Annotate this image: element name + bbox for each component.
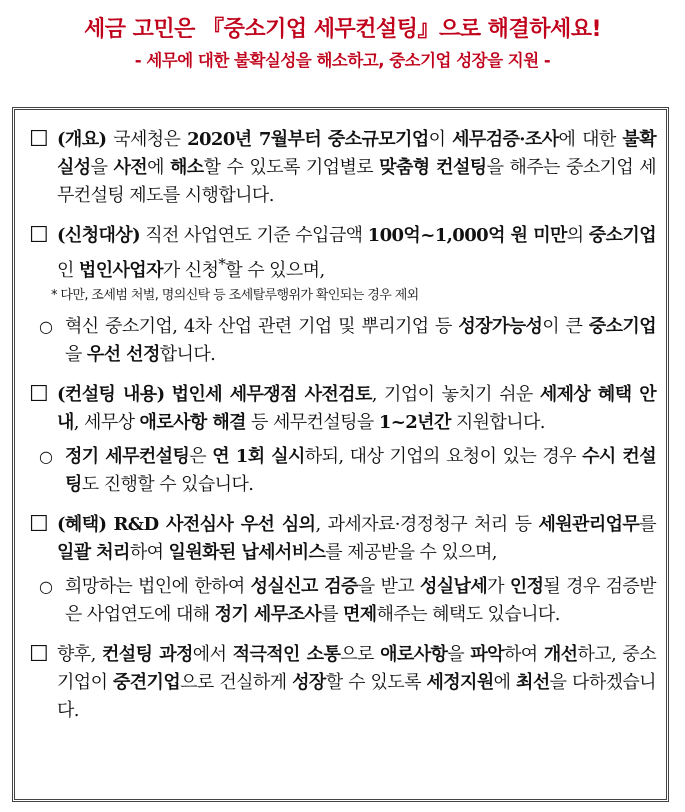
benefits-item — [29, 511, 656, 567]
circle-bullet-icon: ○ — [39, 577, 53, 596]
overview-item — [29, 126, 656, 210]
header — [0, 12, 685, 71]
page-title: 세금 고민은 『중소기업 세무컨설팅』으로 해결하세요! — [84, 17, 601, 42]
benefits-text: (혜택) R&D 사전심사 우선 심의, 과세자료·경정청구 처리 등 세원관리업무를 일괄 처리하여 일원화된 납세서비스를 제공받을 수 있으며, — [57, 514, 657, 563]
consulting-content-text: (컨설팅 내용) 법인세 세무쟁점 사전검토, 기업이 놓치기 쉬운 세제상 혜택 안내, 세무상 애로사항 해결 등 세무컨설팅을 1~2년간 지원합니다. — [57, 384, 656, 433]
closing-item — [29, 641, 656, 725]
content-box — [12, 107, 669, 802]
square-bullet-icon: ☐ — [29, 223, 49, 248]
square-bullet-icon: ☐ — [29, 512, 49, 537]
benefits-subitem-text: 희망하는 법인에 한하여 성실신고 검증을 받고 성실납세가 인정될 경우 검증받은 사업연도에 대해 정기 세무조사를 면제해주는 혜택도 있습니다. — [65, 576, 656, 625]
circle-bullet-icon: ○ — [39, 447, 53, 466]
eligibility-item — [29, 222, 656, 285]
overview-text: (개요) 국세청은 2020년 7월부터 중소규모기업이 세무검증·조사에 대한 불확실성을 사전에 해소할 수 있도록 기업별로 맞춤형 컨설팅을 해주는 중소기업 세무컨설팅 제도를 시행합니다. — [57, 129, 657, 206]
consulting-content-item — [29, 381, 656, 437]
square-bullet-icon: ☐ — [29, 127, 49, 152]
page-subtitle: - 세무에 대한 불확실성을 해소하고, 중소기업 성장을 지원 - — [134, 51, 551, 70]
closing-text: 향후, 컨설팅 과정에서 적극적인 소통으로 애로사항을 파악하여 개선하고, 중소기업이 중견기업으로 건실하게 성장할 수 있도록 세정지원에 최선을 다하겠습니다. — [57, 644, 656, 721]
eligibility-subitem — [39, 313, 656, 369]
eligibility-subitem-text: 혁신 중소기업, 4차 산업 관련 기업 및 뿌리기업 등 성장가능성이 큰 중소기업을 우선 선정합니다. — [65, 316, 656, 365]
circle-bullet-icon: ○ — [39, 317, 53, 336]
eligibility-text: (신청대상) 직전 사업연도 기준 수입금액 100억~1,000억 원 미만의 중소기업인 법인사업자가 신청*할 수 있으며, — [57, 225, 656, 281]
consulting-content-subitem-text: 정기 세무컨설팅은 연 1회 실시하되, 대상 기업의 요청이 있는 경우 수시 컨설팅도 진행할 수 있습니다. — [65, 446, 656, 495]
consulting-content-subitem — [39, 443, 656, 499]
eligibility-footnote: * 다만, 조세범 처벌, 명의신탁 등 조세탈루행위가 확인되는 경우 제외 — [51, 288, 419, 303]
benefits-subitem — [39, 573, 656, 629]
square-bullet-icon: ☐ — [29, 642, 49, 667]
square-bullet-icon: ☐ — [29, 382, 49, 407]
